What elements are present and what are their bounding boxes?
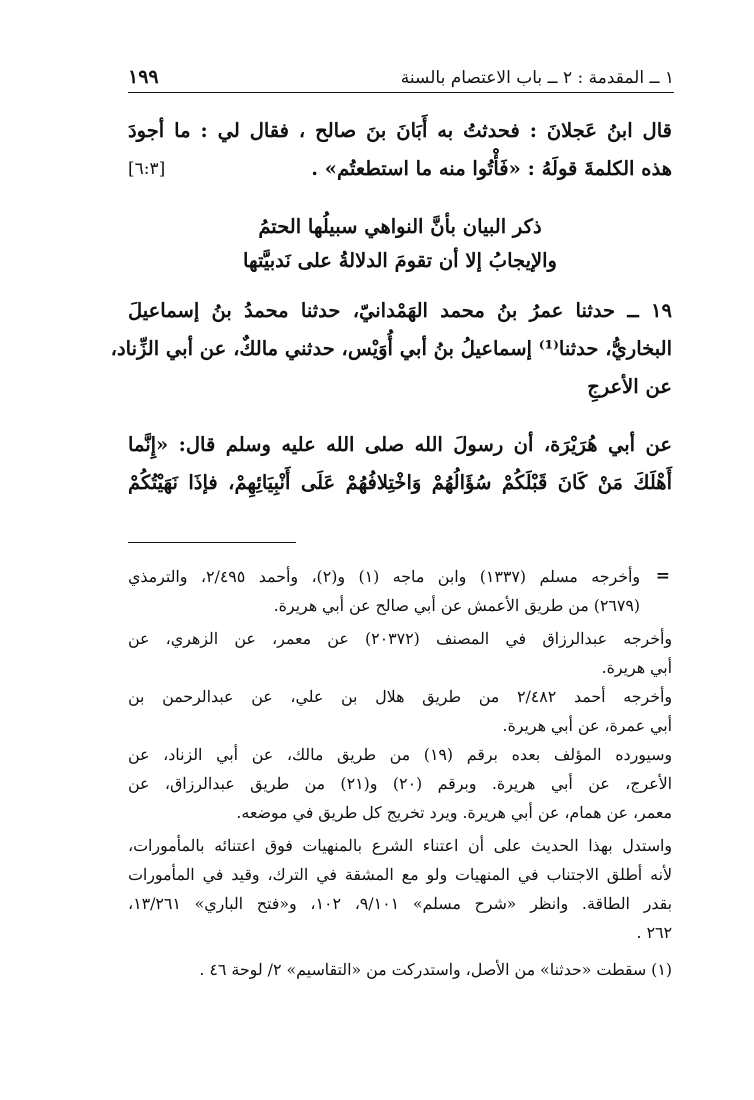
running-title: ١ ــ المقدمة : ٢ ــ باب الاعتصام بالسنة <box>400 68 674 88</box>
footnote-line: معمر، عن همام، عن أبي هريرة. ويرد تخريج كل طريق في موضعه. <box>236 803 672 822</box>
footnotes <box>128 562 672 984</box>
section-heading <box>128 210 672 278</box>
footnote-line: أبي هريرة. <box>601 658 672 677</box>
footnote-line: ٢٦٢ . <box>636 923 672 942</box>
footnote-line: بقدر الطاقة. وانظر «شرح مسلم» ٩/١٠١، ١٠٢، و«فتح الباري» ١٣/٢٦١، <box>128 894 673 913</box>
text-line-with-reference <box>128 150 672 188</box>
text-line: البخاريُّ، حدثنا⁽¹⁾ إسماعيلُ بنُ أبي أُوَيْس، حدثني مالكٌ، عن أبي الزِّناد، <box>110 337 672 360</box>
footnote-line: وسيورده المؤلف بعده برقم (١٩) من طريق مالك، عن أبي الزناد، عن <box>128 745 672 764</box>
hadith-chain <box>110 292 672 406</box>
text-line: قال ابنُ عَجلانَ : فحدثتُ به أَبَانَ بنَ صالح ، فقال لي : ما أجودَ <box>128 119 672 142</box>
reference-tag: [٦:٣] <box>128 159 166 179</box>
text-line: ١٩ ــ حدثنا عمرُ بنُ محمد الهَمْدانيّ، حدثنا محمدُ بنُ إسماعيلَ <box>128 299 672 322</box>
heading-line: والإيجابُ إلا أن تقومَ الدلالةُ على نَدبيَّتها <box>243 249 557 272</box>
page-number: ١٩٩ <box>128 66 159 88</box>
text-line: عن الأعرجِ <box>587 375 672 398</box>
text-line: عن أبي هُرَيْرَة، أن رسولَ الله صلى الله عليه وسلم قال: «إِنَّما <box>128 433 672 456</box>
hadith-text <box>128 426 672 502</box>
footnote-line: وأخرجه عبدالرزاق في المصنف (٢٠٣٧٢) عن معمر، عن الزهري، عن <box>128 629 672 648</box>
text-line: أَهْلَكَ مَنْ كَانَ قَبْلَكُمْ سُؤَالُهُمْ وَاخْتِلافُهُمْ عَلَى أَنْبِيَائِهِمْ، فإذَا نَهَيْتُكُمْ <box>128 471 672 494</box>
footnote-line: الأعرج، عن أبي هريرة. وبرقم (٢٠) و(٢١) من طريق عبدالرزاق، عن <box>128 774 672 793</box>
page-header <box>128 58 674 93</box>
footnote-line: (٢٦٧٩) من طريق الأعمش عن أبي صالح عن أبي هريرة. <box>273 596 640 615</box>
continuation-mark: = <box>655 566 670 586</box>
footnote-line: وأخرجه مسلم (١٣٣٧) وابن ماجه (١) و(٢)، وأحمد ٢/٤٩٥، والترمذي <box>128 567 640 586</box>
intro-paragraph <box>128 112 672 188</box>
footnote-separator <box>128 542 296 543</box>
footnote-line: أبي عمرة، عن أبي هريرة. <box>502 716 672 735</box>
footnote-line: واستدل بهذا الحديث على أن اعتناء الشرع بالمنهيات فوق اعتنائه بالمأمورات، <box>128 836 672 855</box>
heading-line: ذكر البيان بأنَّ النواهي سبيلُها الحتمُ <box>258 215 542 238</box>
footnote-line: وأخرجه أحمد ٢/٤٨٢ من طريق هلال بن علي، عن عبدالرحمن بن <box>128 687 672 706</box>
footnote-1: (١) سقطت «حدثنا» من الأصل، واستدركت من «التقاسيم» ٢/ لوحة ٤٦ . <box>199 960 672 979</box>
text-line: هذه الكلمةَ قولَهُ : «فَأْتُوا منه ما استطعتُم» . <box>311 157 672 180</box>
footnote-line: لأنه أطلق الاجتناب في المنهيات ولو مع المشقة في الترك، وقيد في المأمورات <box>128 865 672 884</box>
